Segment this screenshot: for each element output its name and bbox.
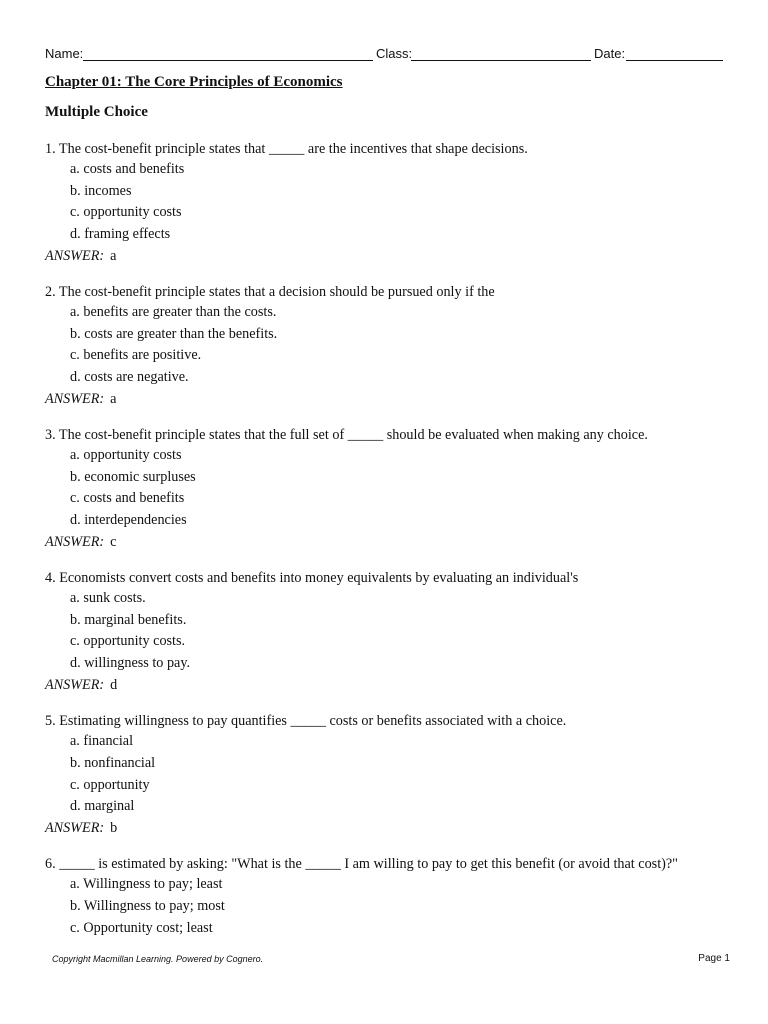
class-field-line: [411, 60, 591, 61]
answer-key: [45, 389, 735, 411]
answer-option: b. Willingness to pay; most: [70, 897, 225, 914]
answer-option: d. framing effects: [70, 226, 171, 243]
question-stem: 5. Estimating willingness to pay quantifies _____ costs or benefits associated with a choice.: [45, 713, 567, 730]
answer-value: a: [110, 247, 117, 264]
question-block: [45, 568, 735, 696]
answer-option: b. costs are greater than the benefits.: [70, 325, 278, 342]
answer-option: a. Willingness to pay; least: [70, 876, 223, 893]
answer-option: a. benefits are greater than the costs.: [70, 304, 277, 321]
page-number: Page 1: [698, 953, 730, 964]
answer-option: c. opportunity costs: [70, 204, 182, 221]
section-title: Multiple Choice: [45, 104, 148, 120]
date-label: Date:: [594, 46, 626, 61]
question-stem: 2. The cost-benefit principle states that a decision should be pursued only if the: [45, 284, 495, 301]
answer-option: c. benefits are positive.: [70, 347, 202, 364]
answer-option: a. financial: [70, 733, 134, 750]
answer-option: d. willingness to pay.: [70, 655, 191, 672]
question-block: [45, 854, 735, 939]
question-block: [45, 425, 735, 553]
question-list: [45, 139, 735, 954]
answer-label: ANSWER:: [45, 676, 105, 693]
answer-label: ANSWER:: [45, 819, 105, 836]
answer-label: ANSWER:: [45, 390, 105, 407]
name-field-line: [83, 60, 373, 61]
copyright-footer: Copyright Macmillan Learning. Powered by Cognero.: [52, 954, 264, 964]
answer-key: [45, 246, 735, 268]
question-block: [45, 711, 735, 839]
question-stem: 6. _____ is estimated by asking: "What is the _____ I am willing to pay to get this benefit (or avoid that cost)?": [45, 856, 678, 873]
name-label: Name:: [45, 46, 84, 61]
answer-value: d: [110, 676, 118, 693]
answer-option: b. incomes: [70, 182, 132, 199]
answer-label: ANSWER:: [45, 533, 105, 550]
answer-option: d. costs are negative.: [70, 369, 189, 386]
answer-key: [45, 818, 735, 840]
answer-key: [45, 675, 735, 697]
answer-option: b. economic surpluses: [70, 468, 196, 485]
answer-option: a. sunk costs.: [70, 590, 146, 607]
answer-value: b: [110, 819, 118, 836]
answer-option: a. costs and benefits: [70, 161, 185, 177]
student-info-header: [45, 44, 725, 64]
question-block: [45, 282, 735, 410]
date-field-line: [626, 60, 723, 61]
answer-option: b. marginal benefits.: [70, 611, 187, 628]
answer-option: d. marginal: [70, 798, 135, 815]
answer-option: c. opportunity costs.: [70, 633, 186, 650]
question-stem: 3. The cost-benefit principle states that the full set of _____ should be evaluated when making any choice.: [45, 427, 648, 444]
answer-option: d. interdependencies: [70, 512, 187, 529]
answer-option: c. costs and benefits: [70, 490, 185, 507]
question-stem: 1. The cost-benefit principle states that _____ are the incentives that shape decisions.: [45, 141, 528, 157]
answer-option: c. opportunity: [70, 776, 150, 793]
answer-option: c. Opportunity cost; least: [70, 919, 213, 936]
answer-label: ANSWER:: [45, 247, 105, 264]
class-label: Class:: [376, 46, 413, 61]
question-stem: 4. Economists convert costs and benefits into money equivalents by evaluating an individual's: [45, 570, 579, 587]
chapter-title: Chapter 01: The Core Principles of Economics: [45, 74, 343, 90]
answer-value: a: [110, 390, 117, 407]
answer-option: b. nonfinancial: [70, 754, 156, 771]
answer-option: a. opportunity costs: [70, 447, 182, 464]
answer-value: c: [110, 533, 117, 550]
question-block: [45, 139, 735, 267]
answer-key: [45, 532, 735, 554]
